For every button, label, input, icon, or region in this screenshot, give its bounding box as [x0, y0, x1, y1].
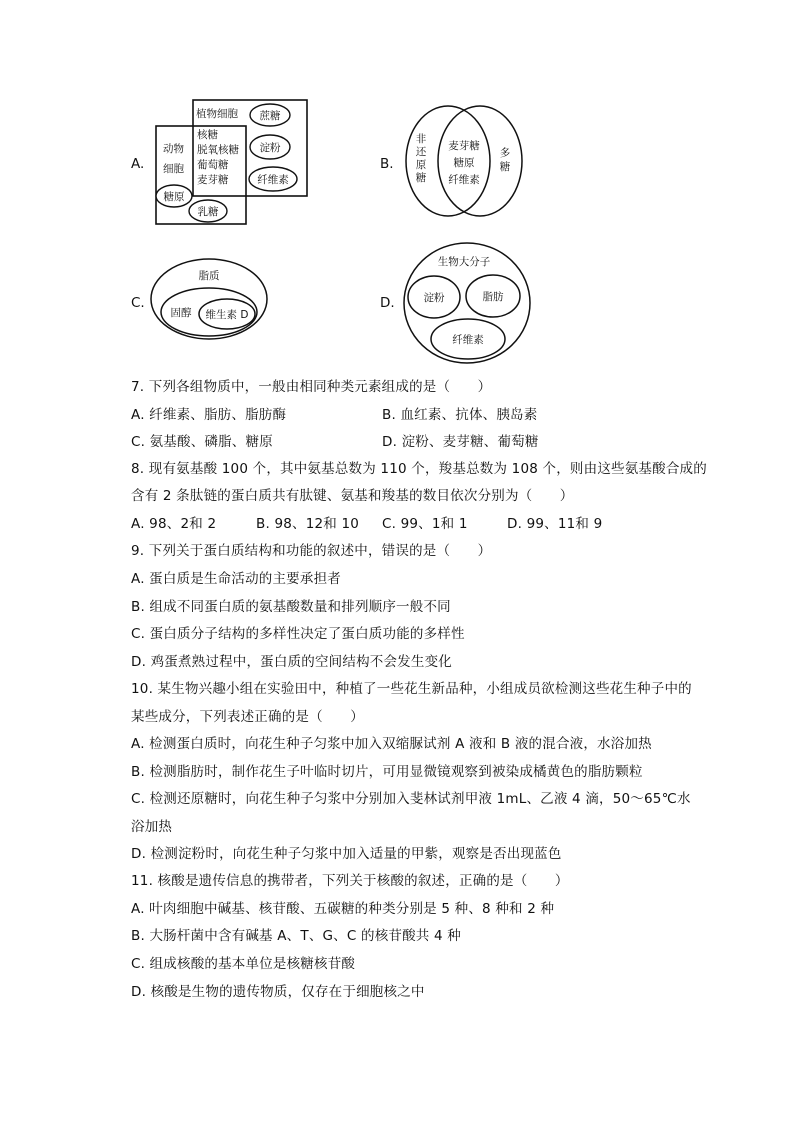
lactose-label: 乳糖 — [197, 206, 219, 218]
lipid-label: 脂质 — [198, 270, 220, 282]
diagram-c — [148, 255, 274, 345]
q10-option-c: C. 检测还原糖时，向花生种子匀浆中分别加入斐林试剂甲液 1mL、乙液 4 滴，50～65℃水 — [131, 791, 691, 807]
q10-option-d: D. 检测淀粉时，向花生种子匀浆中加入适量的甲紫，观察是否出现蓝色 — [131, 846, 562, 862]
d-fat-label: 脂肪 — [482, 291, 504, 303]
option-d-letter: D. — [380, 295, 395, 311]
option-b-letter: B. — [380, 156, 394, 172]
b-left-2: 还 — [415, 146, 427, 158]
q10-stem-line1: 10. 某生物兴趣小组在实验田中，种植了一些花生新品种，小组成员欲检测这些花生种子中的 — [131, 681, 692, 697]
q11-option-b: B. 大肠杆菌中含有碱基 A、T、G、C 的核苷酸共 4 种 — [131, 928, 461, 944]
option-c-letter: C. — [131, 295, 145, 311]
cellulose-label: 纤维素 — [257, 174, 289, 186]
shared-sugar-2: 脱氧核糖 — [197, 144, 239, 156]
diagram-d — [400, 240, 534, 366]
glycogen-label: 糖原 — [163, 191, 185, 203]
option-a-letter: A. — [131, 156, 145, 172]
q8-stem-line1: 8. 现有氨基酸 100 个，其中氨基总数为 110 个，羧基总数为 108 个，则由这些氨基酸合成的 — [131, 461, 707, 477]
q7-option-c: C. 氨基酸、磷脂、糖原 — [131, 434, 273, 450]
sucrose-label: 蔗糖 — [259, 110, 281, 122]
shared-sugar-3: 葡萄糖 — [197, 159, 229, 171]
q8-option-d: D. 99、11和 9 — [507, 516, 603, 532]
macromolecule-label: 生物大分子 — [437, 256, 491, 268]
shared-sugar-4: 麦芽糖 — [197, 174, 229, 186]
q9-option-d: D. 鸡蛋煮熟过程中，蛋白质的空间结构不会发生变化 — [131, 654, 452, 670]
b-left-3: 原 — [415, 159, 427, 171]
q8-option-c: C. 99、1和 1 — [382, 516, 468, 532]
shared-sugar-1: 核糖 — [197, 129, 218, 141]
b-mid-2: 糖原 — [453, 157, 475, 169]
q8-option-b: B. 98、12和 10 — [256, 516, 360, 532]
animal-cell-title-1: 动物 — [163, 143, 184, 155]
q7-stem: 7. 下列各组物质中，一般由相同种类元素组成的是（ ） — [131, 379, 492, 395]
b-left-4: 糖 — [415, 172, 427, 184]
q10-option-b: B. 检测脂肪时，制作花生子叶临时切片，可用显微镜观察到被染成橘黄色的脂肪颗粒 — [131, 764, 643, 780]
b-mid-1: 麦芽糖 — [448, 140, 480, 152]
b-mid-3: 纤维素 — [448, 174, 480, 186]
q10-option-c-cont: 浴加热 — [131, 819, 173, 835]
starch-label: 淀粉 — [259, 142, 281, 154]
diagram-b — [400, 104, 530, 220]
diagram-a — [150, 98, 310, 230]
vitamin-d-label: 维生素 D — [205, 309, 249, 321]
q10-stem-line2: 某些成分，下列表述正确的是（ ） — [131, 709, 364, 725]
q7-option-a: A. 纤维素、脂肪、脂肪酶 — [131, 407, 287, 423]
q9-option-b: B. 组成不同蛋白质的氨基酸数量和排列顺序一般不同 — [131, 599, 451, 615]
d-starch-label: 淀粉 — [423, 292, 445, 304]
q10-option-a: A. 检测蛋白质时，向花生种子匀浆中加入双缩脲试剂 A 液和 B 液的混合液，水浴加热 — [131, 736, 652, 752]
q11-option-c: C. 组成核酸的基本单位是核糖核苷酸 — [131, 956, 356, 972]
q7-option-d: D. 淀粉、麦芽糖、葡萄糖 — [382, 434, 539, 450]
q11-option-a: A. 叶肉细胞中碱基、核苷酸、五碳糖的种类分别是 5 种、8 种和 2 种 — [131, 901, 555, 917]
b-left-1: 非 — [415, 133, 427, 145]
q7-option-b: B. 血红素、抗体、胰岛素 — [382, 407, 538, 423]
b-right-1: 多 — [499, 147, 511, 159]
sterol-label: 固醇 — [170, 307, 192, 319]
q8-option-a: A. 98、2和 2 — [131, 516, 217, 532]
q8-stem-line2: 含有 2 条肽链的蛋白质共有肽键、氨基和羧基的数目依次分别为（ ） — [131, 488, 574, 504]
d-cellulose-label: 纤维素 — [452, 334, 484, 346]
q11-stem: 11. 核酸是遗传信息的携带者，下列关于核酸的叙述，正确的是（ ） — [131, 873, 569, 889]
plant-cell-title: 植物细胞 — [196, 108, 238, 120]
q9-option-a: A. 蛋白质是生命活动的主要承担者 — [131, 571, 341, 587]
animal-cell-title-2: 细胞 — [163, 163, 184, 175]
q9-stem: 9. 下列关于蛋白质结构和功能的叙述中，错误的是（ ） — [131, 543, 492, 559]
q11-option-d: D. 核酸是生物的遗传物质，仅存在于细胞核之中 — [131, 984, 425, 1000]
b-right-2: 糖 — [499, 161, 511, 173]
q9-option-c: C. 蛋白质分子结构的多样性决定了蛋白质功能的多样性 — [131, 626, 465, 642]
